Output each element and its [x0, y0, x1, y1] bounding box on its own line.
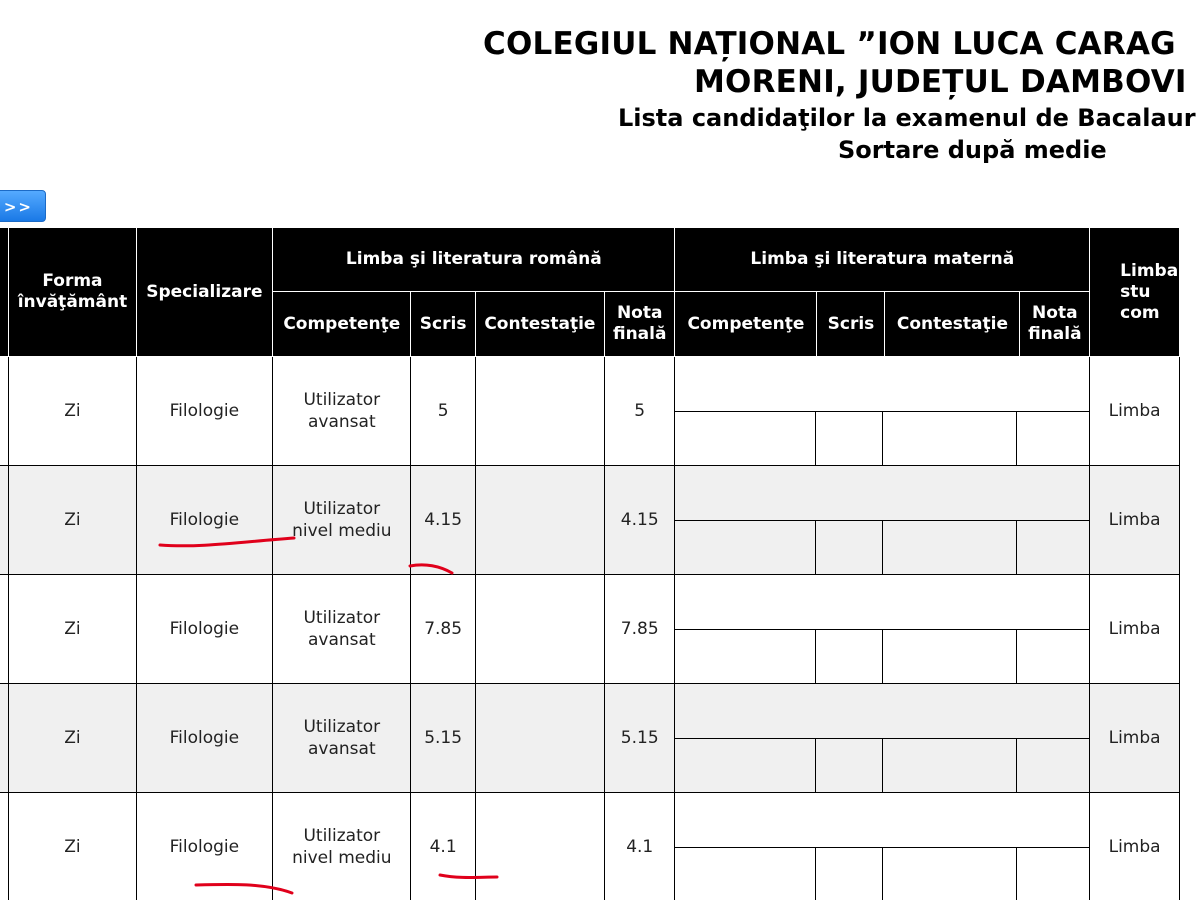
cell-specializare: Filologie [136, 466, 273, 575]
cell-last: Limba [1090, 684, 1180, 793]
cell-last: Limba [1090, 575, 1180, 684]
school-name-line2: MORENI, JUDEȚUL DAMBOVI [694, 64, 1187, 100]
sort-subtitle: Sortare după medie [838, 136, 1107, 164]
cell-scris: 5.15 [411, 684, 475, 793]
header-scris-m: Scris [817, 292, 885, 356]
cell-materna-group [675, 466, 1090, 575]
cell-competente: Utilizator avansat [273, 357, 411, 466]
cell-scris: 4.1 [411, 793, 475, 900]
cell-materna-group [675, 357, 1090, 466]
cell-forma: Zi [9, 466, 136, 575]
cell-competente: Utilizator avansat [273, 684, 411, 793]
cell-competente: Utilizator nivel mediu [273, 466, 411, 575]
cut-cell [0, 684, 9, 793]
cell-specializare: Filologie [136, 575, 273, 684]
cell-forma: Zi [9, 575, 136, 684]
cut-cell [0, 575, 9, 684]
cell-nota-finala: 5 [604, 357, 674, 466]
table-row [0, 357, 1180, 466]
cell-contestatie [475, 684, 604, 793]
cell-contestatie [475, 793, 604, 900]
cell-scris: 7.85 [411, 575, 475, 684]
header-competente-m: Competenţe [675, 292, 817, 356]
header-specializare: Specializare [136, 228, 273, 357]
header-cut-column [0, 228, 9, 357]
header-romana: Limba şi literatura română [273, 228, 675, 292]
header-nota-finala: Nota finală [604, 292, 674, 357]
cell-specializare: Filologie [136, 357, 273, 466]
cell-last: Limba [1090, 357, 1180, 466]
cell-contestatie [475, 466, 604, 575]
header-contestatie-m: Contestaţie [885, 292, 1020, 356]
cell-last: Limba [1090, 466, 1180, 575]
header-last: Limba stu com [1090, 228, 1180, 357]
header-competente: Competenţe [273, 292, 411, 357]
table-row [0, 466, 1180, 575]
cell-nota-finala: 7.85 [604, 575, 674, 684]
header-nota-finala-m: Nota finală [1028, 303, 1082, 344]
cell-contestatie [475, 575, 604, 684]
table-row [0, 575, 1180, 684]
cell-materna-group [675, 793, 1090, 900]
cell-specializare: Filologie [136, 793, 273, 900]
cut-cell [0, 466, 9, 575]
list-title: Lista candidaţilor la examenul de Bacalaur [618, 104, 1196, 132]
cell-specializare: Filologie [136, 684, 273, 793]
cell-scris: 4.15 [411, 466, 475, 575]
cell-competente: Utilizator avansat [273, 575, 411, 684]
cell-materna-group [675, 684, 1090, 793]
cell-scris: 5 [411, 357, 475, 466]
cell-materna-group [675, 575, 1090, 684]
cell-nota-finala: 4.1 [604, 793, 674, 900]
cell-forma: Zi [9, 357, 136, 466]
cut-cell [0, 357, 9, 466]
next-page-button[interactable]: >> [0, 190, 46, 222]
results-table [0, 227, 1180, 900]
header-contestatie: Contestaţie [475, 292, 604, 357]
cell-nota-finala: 4.15 [604, 466, 674, 575]
cell-last: Limba [1090, 793, 1180, 900]
header-materna: Limba şi literatura maternă [675, 228, 1090, 292]
cell-forma: Zi [9, 684, 136, 793]
cell-competente: Utilizator nivel mediu [273, 793, 411, 900]
header-materna-sub [675, 292, 1090, 357]
cell-nota-finala: 5.15 [604, 684, 674, 793]
table-row [0, 793, 1180, 900]
header-forma: Forma învăţământ [9, 228, 136, 357]
school-name-line1: COLEGIUL NAȚIONAL ”ION LUCA CARAG [483, 26, 1176, 62]
cell-contestatie [475, 357, 604, 466]
cell-forma: Zi [9, 793, 136, 900]
cut-cell [0, 793, 9, 900]
header-scris: Scris [411, 292, 475, 357]
table-row [0, 684, 1180, 793]
